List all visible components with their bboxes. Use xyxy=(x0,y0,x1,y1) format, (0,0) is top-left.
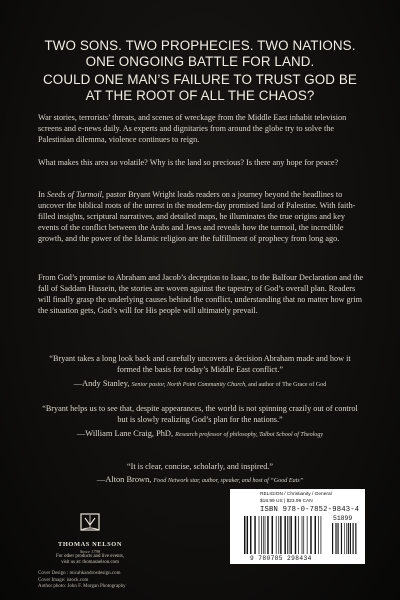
barcode-isbn: ISBN 978-0-7852-9843-4 xyxy=(260,506,360,514)
endorsement-attribution-1 xyxy=(38,378,362,391)
barcode-bar xyxy=(254,516,255,554)
barcode-bar xyxy=(353,523,354,554)
body-paragraph-3 xyxy=(38,189,366,244)
cover-credits xyxy=(38,571,178,591)
barcode-main-bars xyxy=(244,516,321,554)
barcode-bar xyxy=(346,523,347,554)
endorser-role-1: Senior pastor, North Point Community Church xyxy=(131,382,246,388)
publisher-logo xyxy=(40,512,140,554)
endorsement-attribution-3 xyxy=(38,474,362,487)
headline-line-1: TWO SONS. TWO PROPHECIES. TWO NATIONS. xyxy=(44,38,356,53)
barcode-bar xyxy=(261,516,262,554)
barcode-bar xyxy=(303,516,304,554)
barcode-bar xyxy=(350,523,351,554)
barcode-bar xyxy=(318,516,319,554)
barcode-bar xyxy=(280,516,281,554)
endorsement-quote-2: “Bryant helps us to see that, despite appearances, the world is not spinning crazily out of control but is slowly realizing God’s plan for the nations.” xyxy=(42,404,358,425)
endorser-name-3: —Alton Brown, xyxy=(96,475,154,484)
barcode-bar xyxy=(310,516,311,554)
headline-line-3: COULD ONE MAN’S FAILURE TO TRUST GOD BE xyxy=(43,72,357,87)
body-paragraph-2: What makes this area so volatile? Why is the land so precious? Is there any hope for peace? xyxy=(38,158,339,167)
barcode-bar xyxy=(302,516,303,554)
barcode-digits: 9 780785 298434 xyxy=(250,555,312,562)
barcode-bar xyxy=(307,516,308,554)
barcode-bar xyxy=(337,523,338,554)
events-line-2: visit us at: thomasnelson.com xyxy=(61,560,119,565)
endorsement-quote-1: “Bryant takes a long look back and carefully uncovers a decision Abraham made and how it formed the basis for today’s Middle East conflict.” xyxy=(49,354,351,375)
book-title: Seeds of Turmoil xyxy=(46,190,102,199)
barcode-bar xyxy=(348,523,349,554)
barcode-bar xyxy=(278,516,279,554)
barcode-bar xyxy=(344,523,345,554)
barcode-bar xyxy=(250,516,251,554)
body-paragraph-3-text: , pastor Bryant Wright leads readers on a journey beyond the headlines to uncover the biblical roots of the unrest in the modern-day promised land of Palestine. With faith-filled insights, scriptural narratives, and detailed maps, he illuminates the true origins and key events of the conflict between the Arabs and Jews and reveals how the turmoil, the incredible growth, and the power of the Islamic religion are the fulfillment of prophecy from long ago. xyxy=(38,190,356,244)
barcode-bar xyxy=(267,516,268,554)
barcode-bar xyxy=(341,523,342,554)
endorser-role-3: Food Network star, author, speaker, and host of “Good Eats” xyxy=(153,478,304,484)
publisher-name: THOMAS NELSON xyxy=(57,541,123,548)
barcode-category: RELIGION / Christianity / General xyxy=(260,492,332,497)
body-paragraph-4: From God’s promise to Abraham and Jacob’s deception to Isaac, to the Balfour Declaration and the fall of Saddam Hussein, the stories are woven against the tapestry of God’s overall plan. Readers will finally grasp the underlying causes behind the conflict, understanding that no matter how grim the situation gets, God’s will for His people will ultimately prevail. xyxy=(38,273,364,316)
endorser-book-1: The Grace of God xyxy=(282,382,327,388)
credit-author-photo: Author photo: John F. Morgan Photography xyxy=(38,584,126,590)
barcode-bar xyxy=(247,516,248,554)
barcode-bar xyxy=(272,516,273,554)
barcode-bar xyxy=(244,516,245,554)
barcode-bar xyxy=(287,516,288,554)
body-paragraph-3-intro: In xyxy=(38,190,47,199)
endorser-name-1: —Andy Stanley, xyxy=(73,379,132,388)
endorser-name-2: —William Lane Craig, PhD, xyxy=(76,429,176,438)
barcode-bar xyxy=(321,516,322,554)
barcode-bar xyxy=(263,516,264,554)
body-paragraph-1: War stories, terrorists’ threats, and scenes of wreckage from the Middle East inhabit television screens and e-news daily. As experts and dignitaries from around the globe try to solve the Palestinian dilemma, violence continues to reign. xyxy=(38,113,347,145)
barcode-bar xyxy=(335,523,336,554)
barcode-bar xyxy=(284,516,285,554)
barcode-bar xyxy=(290,516,291,554)
barcode-bar xyxy=(265,516,266,554)
publisher-emblem-icon xyxy=(75,512,105,534)
barcode-bar xyxy=(298,516,299,554)
events-line-1: For other products and live events, xyxy=(56,554,124,559)
barcode-bar xyxy=(332,523,333,554)
endorsement-attribution-2 xyxy=(38,428,362,441)
credit-cover-design: Cover Design : micahkandrosdesign.com xyxy=(38,571,121,576)
endorsement-quote-3: “It is clear, concise, scholarly, and inspired.” xyxy=(126,462,273,471)
headline-line-2: ONE ONGOING BATTLE FOR LAND. xyxy=(85,54,315,69)
publisher-events xyxy=(40,554,140,566)
barcode-bar xyxy=(355,523,356,554)
barcode-bar xyxy=(289,516,290,554)
barcode-box xyxy=(230,489,365,564)
headline-line-4: AT THE ROOT OF ALL THE CHAOS? xyxy=(85,88,315,103)
barcode-bar xyxy=(276,516,277,554)
endorser-mid-1: , and author of xyxy=(245,382,283,388)
barcode-addon-bars xyxy=(332,523,356,554)
publisher-since: Since 1798 xyxy=(79,549,101,554)
barcode-bar xyxy=(259,516,260,554)
barcode-price: $18.99 US | $23.99 CAN xyxy=(260,499,313,504)
endorser-role-2: Research professor of philosophy, Talbot School of Theology xyxy=(175,432,324,438)
barcode-bar xyxy=(315,516,316,554)
credit-cover-image: Cover Image: istock.com xyxy=(38,577,89,583)
barcode-addon-code: 51899 xyxy=(333,515,353,522)
barcode-bar xyxy=(295,516,296,554)
